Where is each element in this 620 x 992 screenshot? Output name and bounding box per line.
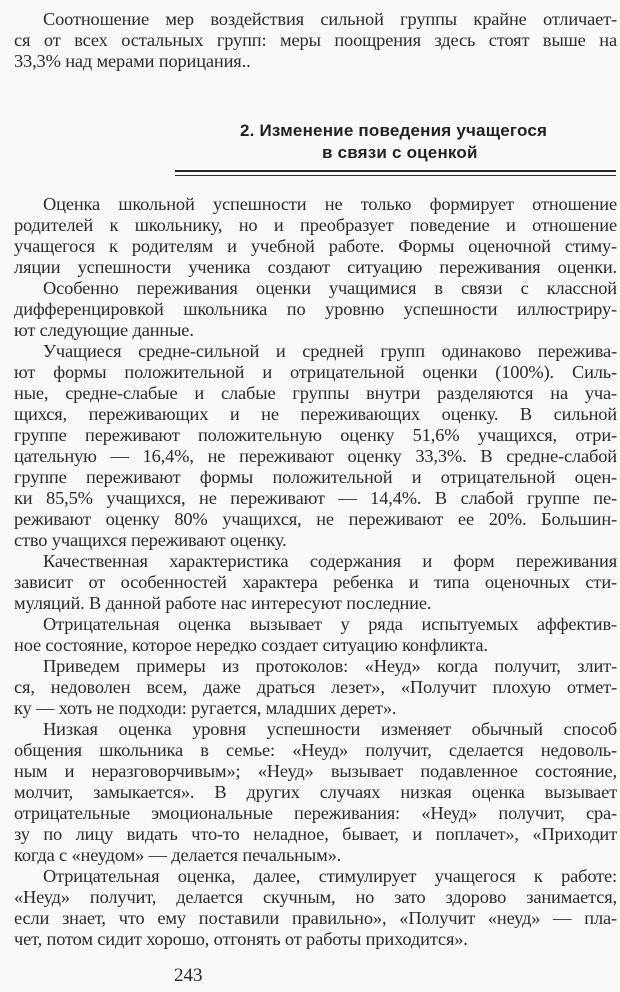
text-line: Учащиеся средне-сильной и средней групп одинаково пережива- bbox=[43, 341, 617, 361]
text-line: 33,3% над мерами порицания.. bbox=[14, 51, 251, 71]
text-line: ют следующие данные. bbox=[14, 320, 194, 340]
text-line: когда с «неудом» — делается печальным». bbox=[14, 845, 342, 865]
text-line: группе переживают формы положительной и отрицательной оцен- bbox=[14, 467, 617, 487]
text-line: цательную — 16,4%, не переживают оценку 33,3%. В средне-слабой bbox=[14, 446, 617, 466]
page-number: 243 bbox=[174, 965, 203, 986]
text-line: Особенно переживания оценки учащимися в связи с классной bbox=[43, 278, 617, 298]
text-line: Качественная характеристика содержания и форм переживания bbox=[43, 551, 617, 571]
text-line: ют формы положительной и отрицательной оценки (100%). Силь- bbox=[14, 362, 617, 382]
section-heading-line-1: 2. Изменение поведения учащегося bbox=[240, 121, 548, 140]
text-line: «Неуд» получит, делается скучным, но зато здорово занимается, bbox=[14, 887, 617, 907]
text-line: муляций. В данной работе нас интересуют последние. bbox=[14, 593, 432, 613]
text-line: отрицательные эмоциональные переживания: «Неуд» получит, сра- bbox=[14, 803, 617, 823]
text-line: щихся, переживающих и не переживающих оценку. В сильной bbox=[14, 404, 617, 424]
text-line: ку — хоть не подходи: ругается, младших дерет». bbox=[14, 698, 397, 718]
text-line: ся, недоволен всем, даже драться лезет», «Получит плохую отмет- bbox=[14, 677, 617, 697]
text-line: ным и неразговорчивым»; «Неуд» вызывает подавленное состояние, bbox=[14, 761, 617, 781]
text-line: Оценка школьной успешности не только формирует отношение bbox=[43, 194, 617, 214]
text-line: ство учащихся переживают оценку. bbox=[14, 530, 287, 550]
text-line: родителей к школьнику, но и преобразует поведение и отношение bbox=[14, 215, 617, 235]
text-line: молчит, замыкается». В других случаях низкая оценка вызывает bbox=[14, 782, 617, 802]
text-line: чет, потом сидит хорошо, отгонять от работы приходится». bbox=[14, 929, 468, 949]
text-line: Приведем примеры из протоколов: «Неуд» когда получит, злит- bbox=[43, 656, 617, 676]
divider-rule-top bbox=[175, 170, 616, 172]
text-line: Отрицательная оценка, далее, стимулирует учащегося к работе: bbox=[43, 866, 617, 886]
text-line: реживают оценку 80% учащихся, не переживают ее 20%. Большин- bbox=[14, 509, 617, 529]
text-line: Отрицательная оценка вызывает у ряда испытуемых аффектив- bbox=[43, 614, 617, 634]
text-line: ное состояние, которое нередко создает ситуацию конфликта. bbox=[14, 635, 488, 655]
section-heading-line-2: в связи с оценкой bbox=[322, 143, 478, 162]
text-line: общения школьника в семье: «Неуд» получит, сделается недоволь- bbox=[14, 740, 617, 760]
text-line: Соотношение мер воздействия сильной группы крайне отличает- bbox=[43, 9, 617, 29]
text-line: группе переживают положительную оценку 51,6% учащихся, отри- bbox=[14, 425, 617, 445]
text-line: ляции успешности ученика создают ситуацию переживания оценки. bbox=[14, 257, 617, 277]
text-line: ные, средне-слабые и слабые группы внутри разделяются на уча- bbox=[14, 383, 617, 403]
text-line: если знает, что ему поставили правильно», «Получит «неуд» — пла- bbox=[14, 908, 617, 928]
text-line: ки 85,5% учащихся, не переживают — 14,4%. В слабой группе пе- bbox=[14, 488, 617, 508]
text-line: ся от всех остальных групп: меры поощрения здесь стоят выше на bbox=[14, 30, 617, 50]
text-line: учащегося к родителям и учебной работе. Формы оценочной стиму- bbox=[14, 236, 617, 256]
text-line: зу по лицу видать что-то неладное, бывает, и поплачет», «Приходит bbox=[14, 824, 617, 844]
text-line: Низкая оценка уровня успешности изменяет обычный способ bbox=[43, 719, 617, 739]
text-line: дифференцировкой школьника по уровню успешности иллюстриру- bbox=[14, 299, 617, 319]
divider-rule-bottom bbox=[175, 175, 616, 176]
text-line: зависит от особенностей характера ребенка и типа оценочных сти- bbox=[14, 572, 617, 592]
